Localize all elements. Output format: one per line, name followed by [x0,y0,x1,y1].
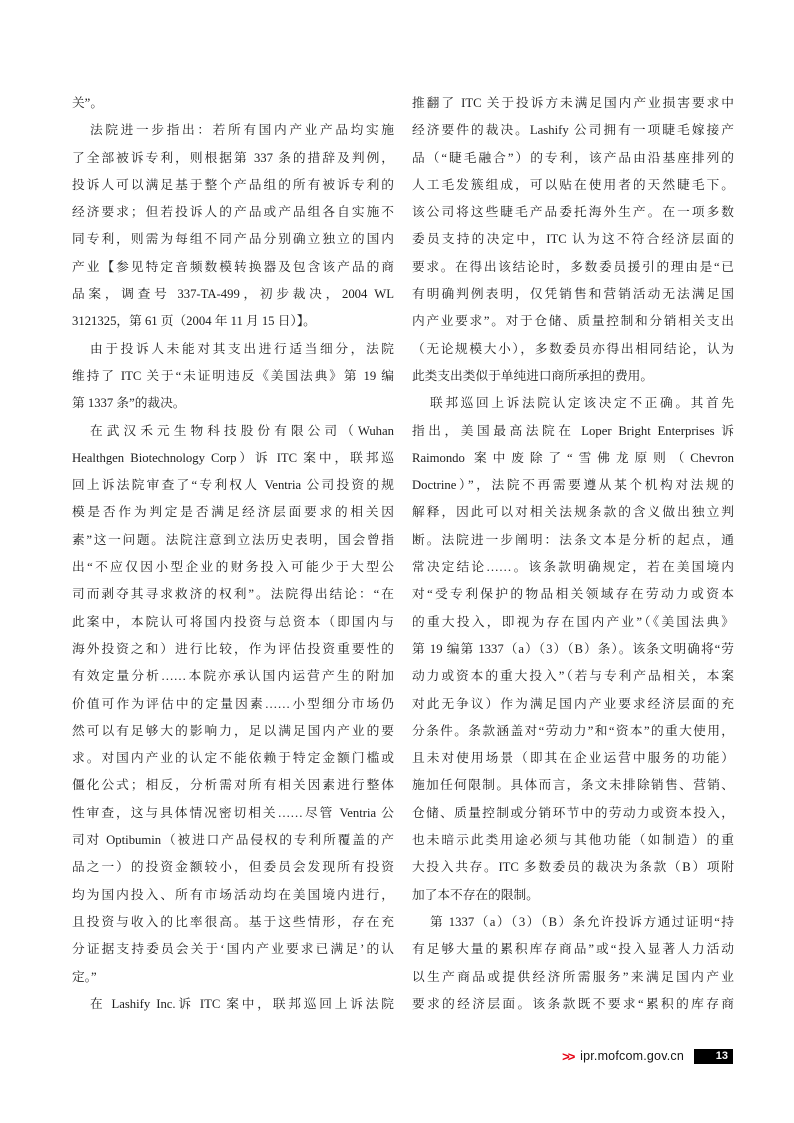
text-line: 大投入共存。ITC 多数委员的裁决为条款（B）项附 [412,860,734,875]
text-line: 产业【参见特定音频数模转换器及包含该产品的商 [72,259,394,274]
text-line: 分条件。条款涵盖对“劳动力”和“资本”的重大使用， [412,723,734,738]
text-line: 第 1337（a）（3）（B）条允许投诉方通过证明“持 [430,914,734,929]
text-line: 指出，美国最高法院在 Loper Bright Enterprises 诉 [412,423,734,438]
paragraph [72,90,394,117]
text-line: 然可以有足够大的影响力，足以满足国内产业的要 [72,723,394,738]
paragraph [72,117,394,335]
text-line: 也未暗示此类用途必须与其他功能（如制造）的重 [412,833,734,848]
text-line: 人工毛发簇组成，可以贴在使用者的天然睫毛下。 [412,177,734,192]
text-line: 出“不应仅因小型企业的财务投入可能少于大型公 [72,560,394,575]
text-line: 内产业要求”。对于仓储、质量控制和分销相关支出 [412,314,734,329]
text-line: 品之一）的投资金额较小，但委员会发现所有投资 [72,860,394,875]
text-line: 有效定量分析……本院亦承认国内运营产生的附加 [72,669,394,684]
text-line: 品（“睫毛融合”）的专利，该产品由沿基座排列的 [412,150,734,165]
text-line: 法院进一步指出：若所有国内产业产品均实施 [90,123,394,138]
text-line: 对“受专利保护的物品相关领域存在劳动力或资本 [412,587,734,602]
text-line: 施加任何限制。具体而言，条文未排除销售、营销、 [412,778,734,793]
paragraph [412,90,734,390]
text-line: 委员支持的决定中，ITC 认为这不符合经济层面的 [412,232,734,247]
paragraph [412,909,734,1018]
text-line: 有明确判例表明，仅凭销售和营销活动无法满足国 [412,287,734,302]
text-line: 对此无争议）作为满足国内产业要求经济层面的充 [412,696,734,711]
text-line: 常决定结论……。该条款明确规定，若在美国境内 [412,560,734,575]
text-line: 联邦巡回上诉法院认定该决定不正确。其首先 [430,396,734,411]
text-line: 的重大投入，即视为存在国内产业”（《美国法典》 [412,614,734,629]
text-line: 均为国内投入、所有市场活动均在美国境内进行， [72,887,394,902]
text-column-left [72,90,394,1018]
text-line: 了全部被诉专利，则根据第 337 条的措辞及判例， [72,150,394,165]
text-line: 海外投资之和）进行比较，作为评估投资重要性的 [72,641,394,656]
text-line: 在武汉禾元生物科技股份有限公司（Wuhan [90,423,394,438]
text-line: 求。对国内产业的认定不能依赖于特定金额门槛或 [72,751,394,766]
text-line: 有足够大量的累积库存商品”或“投入显著人力活动 [412,942,734,957]
text-line: 此类支出类似于单纯进口商所承担的费用。 [412,368,654,383]
text-line: 定。” [72,969,97,984]
text-line: （无论规模大小），多数委员亦得出相同结论，认为 [412,341,734,356]
text-line: Raimondo 案中废除了“雪佛龙原则（Chevron [412,450,734,465]
text-line: 以生产商品或提供经济所需服务”来满足国内产业 [412,969,734,984]
text-line: Healthgen Biotechnology Corp）诉 ITC 案中，联邦巡 [72,450,394,465]
page-footer [0,1048,733,1065]
text-line: 经济要求；但若投诉人的产品或产品组各自实施不 [72,205,394,220]
text-line: 模是否作为判定是否满足经济层面要求的相关因 [72,505,394,520]
text-line: 投诉人可以满足基于整个产品组的所有被诉专利的 [72,177,394,192]
text-line: 此案中，本院认可将国内投资与总资本（即国内与 [72,614,394,629]
text-line: 第 19 编第 1337（a）（3）（B）条）。该条文明确将“劳 [412,641,734,656]
paragraph [412,390,734,909]
text-line: 同专利，则需为每组不同产品分别确立独立的国内 [72,232,394,247]
text-line: 且未对使用场景（即其在企业运营中服务的功能） [412,751,734,766]
text-line: 关”。 [72,96,104,110]
text-line: 由于投诉人未能对其支出进行适当细分，法院 [90,341,394,356]
footer-url: ipr.mofcom.gov.cn [580,1049,684,1063]
text-line: 司而剥夺其寻求救济的权利”。法院得出结论：“在 [72,587,394,602]
text-line: 价值可作为评估中的定量因素……小型细分市场仍 [72,696,394,711]
text-line: 素”这一问题。法院注意到立法历史表明，国会曾指 [72,532,394,547]
text-line: 解释，因此可以对相关法规条款的含义做出独立判 [412,505,734,520]
page-number-badge: 13 [694,1049,733,1064]
text-line: 3121325，第 61 页（2004 年 11 月 15 日）】。 [72,314,316,329]
paragraph [72,418,394,991]
text-line: 动力或资本的重大投入”（若与专利产品相关，本案 [412,669,734,684]
text-line: 断。法院进一步阐明：法条文本是分析的起点，通 [412,532,734,547]
text-line: 该公司将这些睫毛产品委托海外生产。在一项多数 [412,205,734,220]
text-line: 回上诉法院审查了“专利权人 Ventria 公司投资的规 [72,478,394,493]
text-line: 僵化公式；相反，分析需对所有相关因素进行整体 [72,778,394,793]
paragraph [72,991,394,1018]
text-line: 司对 Optibumin（被进口产品侵权的专利所覆盖的产 [72,833,394,848]
text-line: 仓储、质量控制或分销环节中的劳动力或资本投入， [412,805,734,820]
text-line: 分证据支持委员会关于‘国内产业要求已满足’的认 [72,942,394,957]
text-line: 性审查，这与具体情况密切相关……尽管 Ventria 公 [72,805,394,820]
text-line: 要求。在得出该结论时，多数委员援引的理由是“已 [412,259,734,274]
text-line: 推翻了 ITC 关于投诉方未满足国内产业损害要求中 [412,96,734,110]
text-line: 且投资与收入的比率很高。基于这些情形，存在充 [72,914,394,929]
text-line: 加了本不存在的限制。 [412,887,539,902]
paragraph [72,336,394,418]
text-line: 第 1337 条”的裁决。 [72,396,186,411]
text-line: 维持了 ITC 关于“未证明违反《美国法典》第 19 编 [72,368,394,383]
text-line: 品案，调查号 337-TA-499，初步裁决，2004 WL [72,287,394,302]
text-column-right [412,90,734,1018]
footer-chevron-icon: >> [561,1049,574,1064]
text-line: 在 Lashify Inc.诉 ITC 案中，联邦巡回上诉法院 [90,996,394,1011]
text-line: 要求的经济层面。该条款既不要求“累积的库存商 [412,996,734,1011]
text-line: 经济要件的裁决。Lashify 公司拥有一项睫毛嫁接产 [412,123,734,138]
text-line: Doctrine）”，法院不再需要遵从某个机构对法规的 [412,478,734,493]
